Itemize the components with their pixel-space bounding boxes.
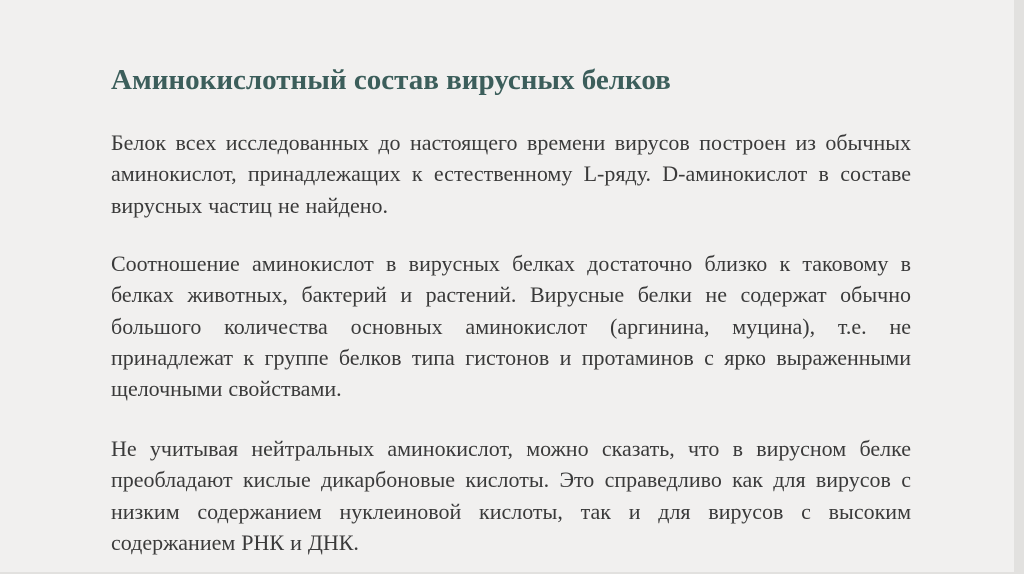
paragraph-3: Не учитывая нейтральных аминокислот, можно сказать, что в вирусном белке преобладают кислые дикарбоновые кислоты. Это справедливо как для вирусов с низким содержанием нуклеиновой кислоты, так и для вирусов с высоким содержанием РНК и ДНК. <box>111 436 911 555</box>
slide-title: Аминокислотный состав вирусных белков <box>111 64 671 96</box>
paragraph-1: Белок всех исследованных до настоящего времени вирусов построен из обычных аминокислот, принадлежащих к естественному L-ряду. D-аминокислот в составе вирусных частиц не найдено. <box>111 130 911 218</box>
paragraph-2: Соотношение аминокислот в вирусных белках достаточно близко к таковому в белках животных, бактерий и растений. Вирусные белки не содержат обычно большого количества основных аминокислот (аргинина, муцина), т.е. не принадлежат к группе белков типа гистонов и протаминов с ярко выраженными щелочными свойствами. <box>111 251 911 402</box>
